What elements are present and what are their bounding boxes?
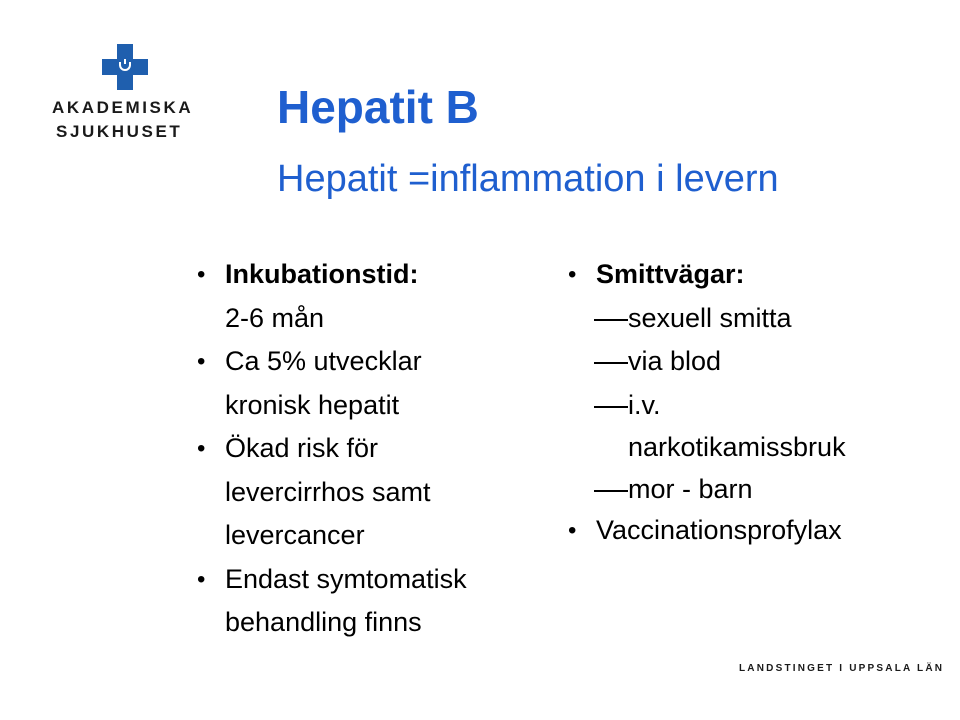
list-item-text: Inkubationstid: (225, 259, 419, 289)
slide-subtitle: Hepatit =inflammation i levern (277, 158, 779, 200)
bullet-icon: • (197, 565, 206, 593)
list-item-text: behandling finns (225, 607, 422, 637)
bullet-icon: • (197, 348, 206, 375)
cross-icon (102, 44, 148, 90)
dash-icon (594, 362, 628, 364)
list-item-text: kronisk hepatit (225, 389, 400, 420)
hospital-logo (44, 44, 214, 144)
dash-icon (594, 490, 628, 492)
list-item-text: 2-6 mån (225, 302, 325, 333)
dash-icon (594, 319, 628, 321)
crown-emblem-icon (115, 57, 135, 77)
bullet-icon: • (197, 435, 206, 462)
list-item-text: levercirrhos samt (225, 476, 431, 507)
bullet-icon: • (197, 261, 206, 288)
logo-text-line1: AKADEMISKA (52, 98, 194, 117)
sub-list-item-text: i.v. (628, 389, 661, 420)
sub-list-item-text: narkotikamissbruk (628, 431, 846, 462)
sub-list-item-text: sexuell smitta (628, 302, 792, 333)
logo-text-line2: SJUKHUSET (56, 122, 183, 141)
list-item-text: levercancer (225, 520, 365, 550)
list-item-text: Smittvägar: (596, 259, 745, 289)
list-item-text: Vaccinationsprofylax (596, 514, 842, 545)
sub-list-item-text: via blod (628, 346, 722, 376)
list-item-text: Ökad risk för (225, 433, 379, 463)
sub-list-item-text: mor - barn (628, 473, 753, 504)
slide-title: Hepatit B (277, 81, 479, 133)
list-item-text: Ca 5% utvecklar (225, 346, 422, 376)
bullet-icon: • (568, 516, 577, 544)
dash-icon (594, 406, 628, 408)
bullet-icon: • (568, 261, 577, 288)
list-item-text: Endast symtomatisk (225, 563, 467, 594)
footer-organization: LANDSTINGET I UPPSALA LÄN (739, 663, 945, 674)
